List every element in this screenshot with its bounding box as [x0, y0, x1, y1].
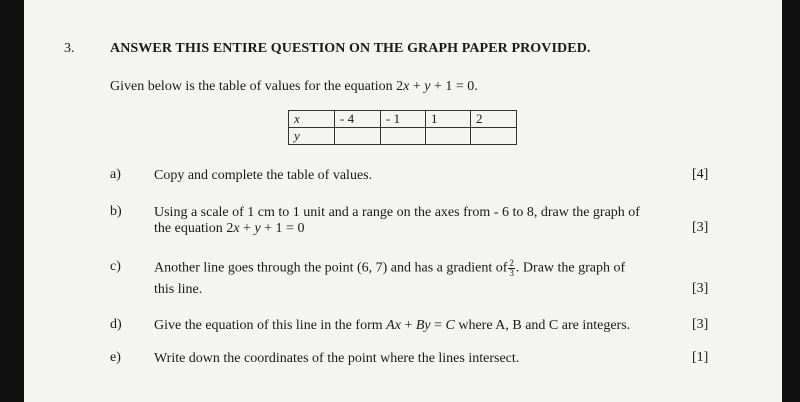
part-b-line1: Using a scale of 1 cm to 1 unit and a range on the axes from - 6 to 8, draw the graph of — [154, 205, 640, 220]
fraction-denominator: 3 — [509, 268, 514, 278]
question-intro — [110, 79, 478, 95]
part-e-marks: [1] — [692, 350, 709, 365]
part-b-line2-text: the equation — [154, 221, 227, 236]
part-e-text: Write down the coordinates of the point where the lines intersect. — [154, 351, 520, 366]
part-b-eq-plus: + — [239, 221, 255, 236]
part-b-eq-y: y — [254, 221, 261, 236]
y-value-1 — [335, 128, 381, 145]
part-c-line1-suffix: . Draw the graph of — [515, 260, 626, 276]
part-d-plus: + — [400, 318, 416, 333]
part-d-By: By — [415, 318, 431, 333]
fraction-numerator: 2 — [509, 258, 514, 268]
part-d-suffix: where A, B and C are integers. — [454, 318, 631, 333]
part-b-marks: [3] — [692, 220, 709, 235]
part-a-text: Copy and complete the table of values. — [154, 168, 373, 183]
part-c-line1 — [154, 259, 625, 278]
part-c-marks: [3] — [692, 281, 709, 296]
intro-eq-rest: + 1 = 0. — [430, 79, 478, 94]
intro-eq-x: x — [403, 79, 410, 94]
left-dark-edge — [0, 0, 24, 402]
intro-eq-y: y — [424, 79, 431, 94]
part-c-letter: c) — [110, 259, 121, 274]
table-row-x — [289, 111, 517, 128]
x-value-3: 1 — [426, 111, 471, 128]
part-e-letter: e) — [110, 350, 121, 365]
part-c-line1-text: Another line goes through the point (6, 7) and has a gradient of — [154, 260, 508, 276]
row-label-y: y — [289, 128, 335, 145]
gradient-fraction — [508, 259, 515, 278]
values-table — [288, 110, 517, 145]
x-value-2: - 1 — [381, 111, 426, 128]
question-heading: ANSWER THIS ENTIRE QUESTION ON THE GRAPH PAPER PROVIDED. — [110, 41, 591, 56]
part-b-eq-x: x — [233, 221, 240, 236]
table-row-y — [289, 128, 517, 145]
question-number: 3. — [64, 41, 75, 56]
part-b-letter: b) — [110, 204, 122, 219]
part-d-x: x — [394, 318, 401, 333]
intro-eq-coef: 2 — [396, 79, 404, 94]
part-d-letter: d) — [110, 317, 122, 332]
part-b-line2 — [154, 220, 304, 237]
row-label-x: x — [289, 111, 335, 128]
part-d-A: A — [386, 318, 395, 333]
y-value-3 — [426, 128, 471, 145]
y-value-2 — [381, 128, 426, 145]
part-d-equals: = — [430, 318, 446, 333]
right-dark-edge — [782, 0, 800, 402]
part-d-text — [154, 317, 630, 334]
part-a-letter: a) — [110, 167, 121, 182]
part-b-eq-coef: 2 — [226, 221, 234, 236]
part-d-marks: [3] — [692, 317, 709, 332]
part-d-C: C — [445, 318, 455, 333]
intro-text: Given below is the table of values for the equation — [110, 79, 397, 94]
part-b-eq-rest: + 1 = 0 — [260, 221, 305, 236]
part-d-prefix: Give the equation of this line in the form — [154, 318, 387, 333]
y-value-4 — [471, 128, 517, 145]
exam-page — [24, 0, 782, 402]
x-value-4: 2 — [471, 111, 517, 128]
intro-eq-plus: + — [409, 79, 425, 94]
part-a-marks: [4] — [692, 167, 709, 182]
x-value-1: - 4 — [335, 111, 381, 128]
part-c-line2: this line. — [154, 282, 203, 297]
